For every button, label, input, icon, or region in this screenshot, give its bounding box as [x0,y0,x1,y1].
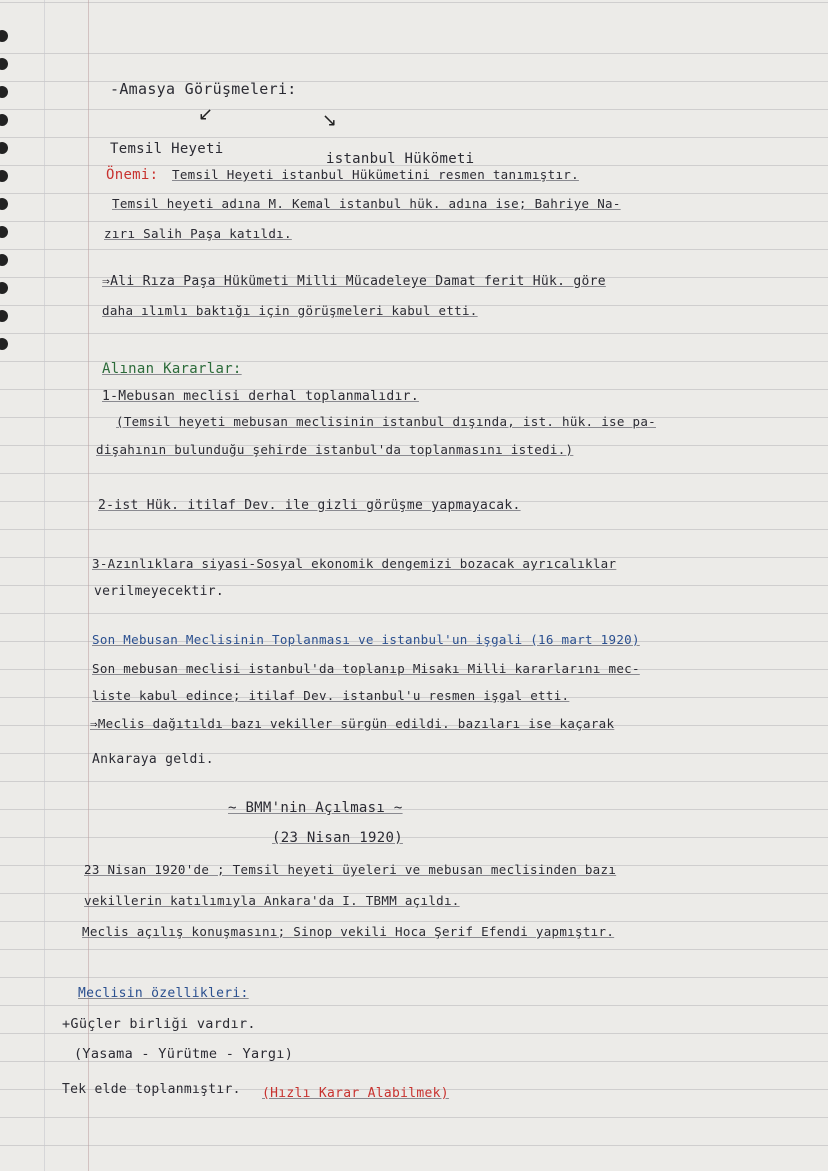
karar-1-line-1: 1-Mebusan meclisi derhal toplanmalıdır. [102,389,419,404]
ali-riza-line-2: daha ılımlı baktığı için görüşmeleri kabul etti. [102,303,478,318]
arrow-down-right-icon: ↘ [322,110,338,131]
ozellik-line-3a: Tek elde toplanmıştır. [62,1082,241,1097]
son-mebusan-line-1: Son mebusan meclisi istanbul'da toplanıp Misakı Milli kararlarını mec- [92,661,640,676]
karar-3-line-1: 3-Azınlıklara siyasi-Sosyal ekonomik dengemizi bozacak ayrıcalıklar [92,556,617,571]
tbmm-heading: ~ BMM'nin Açılması ~ [228,800,403,816]
margin-line-left [44,0,45,1171]
kararlar-heading: Alınan Kararlar: [102,361,242,377]
tbmm-date: (23 Nisan 1920) [272,830,403,846]
binding-hole [0,86,8,98]
tbmm-line-1: 23 Nisan 1920'de ; Temsil heyeti üyeleri ve mebusan meclisinden bazı [84,862,617,877]
section-title-amasya: -Amasya Görüşmeleri: [110,80,297,98]
onemi-line-3: zırı Salih Paşa katıldı. [104,226,292,241]
binding-hole [0,254,8,266]
son-mebusan-line-4: Ankaraya geldi. [92,752,214,767]
karar-1-line-2: (Temsil heyeti mebusan meclisinin istanbul dışında, ist. hük. ise pa- [116,414,656,429]
binding-hole [0,338,8,350]
ozellikler-heading: Meclisin özellikleri: [78,986,249,1001]
party-istanbul-hukumeti: istanbul Hükömeti [326,151,475,167]
karar-2: 2-ist Hük. itilaf Dev. ile gizli görüşme yapmayacak. [98,498,521,513]
party-temsil-heyeti: Temsil Heyeti [110,141,224,157]
ali-riza-line-1: ⇒Ali Rıza Paşa Hükümeti Milli Mücadeleye Damat ferit Hük. göre [102,274,606,289]
binding-hole [0,282,8,294]
binding-hole [0,198,8,210]
tbmm-line-3: Meclis açılış konuşmasını; Sinop vekili Hoca Şerif Efendi yapmıştır. [82,924,615,939]
binding-hole [0,114,8,126]
onemi-label: Önemi: [106,167,159,183]
son-mebusan-heading: Son Mebusan Meclisinin Toplanması ve istanbul'un işgali (16 mart 1920) [92,632,640,647]
onemi-line-2: Temsil heyeti adına M. Kemal istanbul hük. adına ise; Bahriye Na- [112,196,621,211]
ozellik-line-3b: (Hızlı Karar Alabilmek) [262,1086,449,1101]
son-mebusan-line-3: ⇒Meclis dağıtıldı bazı vekiller sürgün edildi. bazıları ise kaçarak [90,716,615,731]
binding-hole [0,310,8,322]
binding-hole [0,30,8,42]
karar-3-line-2: verilmeyecektir. [94,584,225,599]
tbmm-line-2: vekillerin katılımıyla Ankara'da I. TBMM açıldı. [84,893,460,908]
binding-holes [0,0,14,1171]
onemi-line-1: Temsil Heyeti istanbul Hükümetini resmen tanımıştır. [172,167,579,182]
ozellik-line-1: +Güçler birliği vardır. [62,1016,256,1032]
arrow-down-left-icon: ↙ [198,104,214,125]
binding-hole [0,58,8,70]
ozellik-line-2: (Yasama - Yürütme - Yargı) [74,1046,294,1062]
binding-hole [0,226,8,238]
binding-hole [0,170,8,182]
karar-1-line-3: dişahının bulunduğu şehirde istanbul'da toplanmasını istedi.) [96,442,574,457]
son-mebusan-line-2: liste kabul edince; itilaf Dev. istanbul'u resmen işgal etti. [92,688,570,703]
binding-hole [0,142,8,154]
